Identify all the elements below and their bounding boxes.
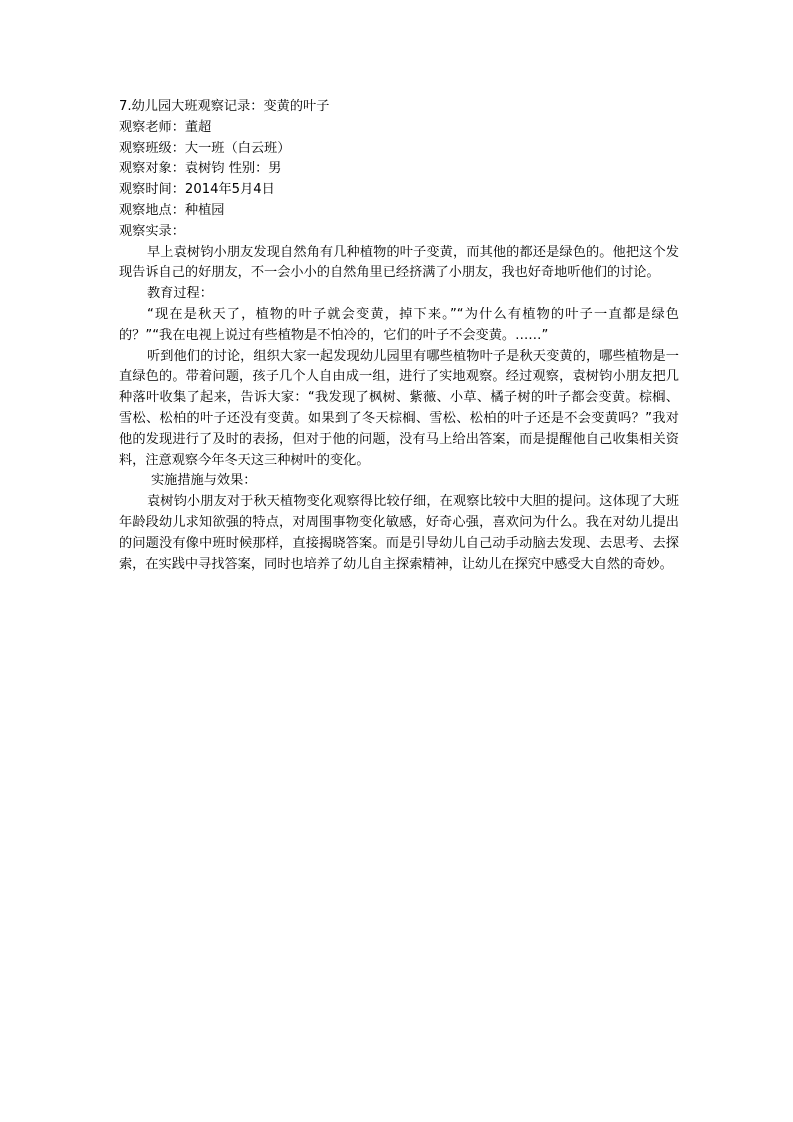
observation-time: 观察时间：2014年5月4日 xyxy=(119,182,275,198)
process-quote: “现在是秋天了，植物的叶子就会变黄，掉下来。”“为什么有植物的叶子一直都是绿色的？”“我在电视上说过有些植物是不怕冷的，它们的叶子不会变黄。……” xyxy=(119,306,679,343)
process-heading: 教育过程： xyxy=(147,286,213,302)
measures-paragraph: 袁树钧小朋友对于秋天植物变化观察得比较仔细，在观察比较中大胆的提问。这体现了大班年龄段幼儿求知欲强的特点，对周围事物变化敏感，好奇心强，喜欢问为什么。我在对幼儿提出的问题没有像中班时候那样，直接揭晓答案。而是引导幼儿自己动手动脑去发现、去思考、去探索，在实践中寻找答案，同时也培养了幼儿自主探索精神，让幼儿在探究中感受大自然的奇妙。 xyxy=(119,494,679,572)
observed-subject: 观察对象：袁树钧 性别：男 xyxy=(119,161,282,177)
process-paragraph: 听到他们的讨论，组织大家一起发现幼儿园里有哪些植物叶子是秋天变黄的，哪些植物是一直绿色的。带着问题，孩子几个人自由成一组，进行了实地观察。经过观察，袁树钧小朋友把几种落叶收集了起来，告诉大家：“我发现了枫树、紫薇、小草、橘子树的叶子都会变黄。棕榈、雪松、松柏的叶子还没有变黄。如果到了冬天棕榈、雪松、松柏的叶子还是不会变黄吗？”我对他的发现进行了及时的表扬，但对于他的问题，没有马上给出答案，而是提醒他自己收集相关资料，注意观察今年冬天这三种树叶的变化。 xyxy=(119,348,679,468)
document-page xyxy=(119,97,679,575)
observed-class: 观察班级：大一班（白云班） xyxy=(119,140,291,156)
record-heading: 观察实录： xyxy=(119,223,185,239)
measures-heading: 实施措施与效果： xyxy=(151,473,257,489)
document-title: 7.幼儿园大班观察记录：变黄的叶子 xyxy=(119,99,330,114)
record-paragraph: 早上袁树钧小朋友发现自然角有几种植物的叶子变黄，而其他的都还是绿色的。他把这个发现告诉自己的好朋友，不一会小小的自然角里已经挤满了小朋友，我也好奇地听他们的讨论。 xyxy=(119,244,679,281)
observer-teacher: 观察老师：董超 xyxy=(119,119,212,135)
observation-location: 观察地点：种植园 xyxy=(119,202,225,218)
